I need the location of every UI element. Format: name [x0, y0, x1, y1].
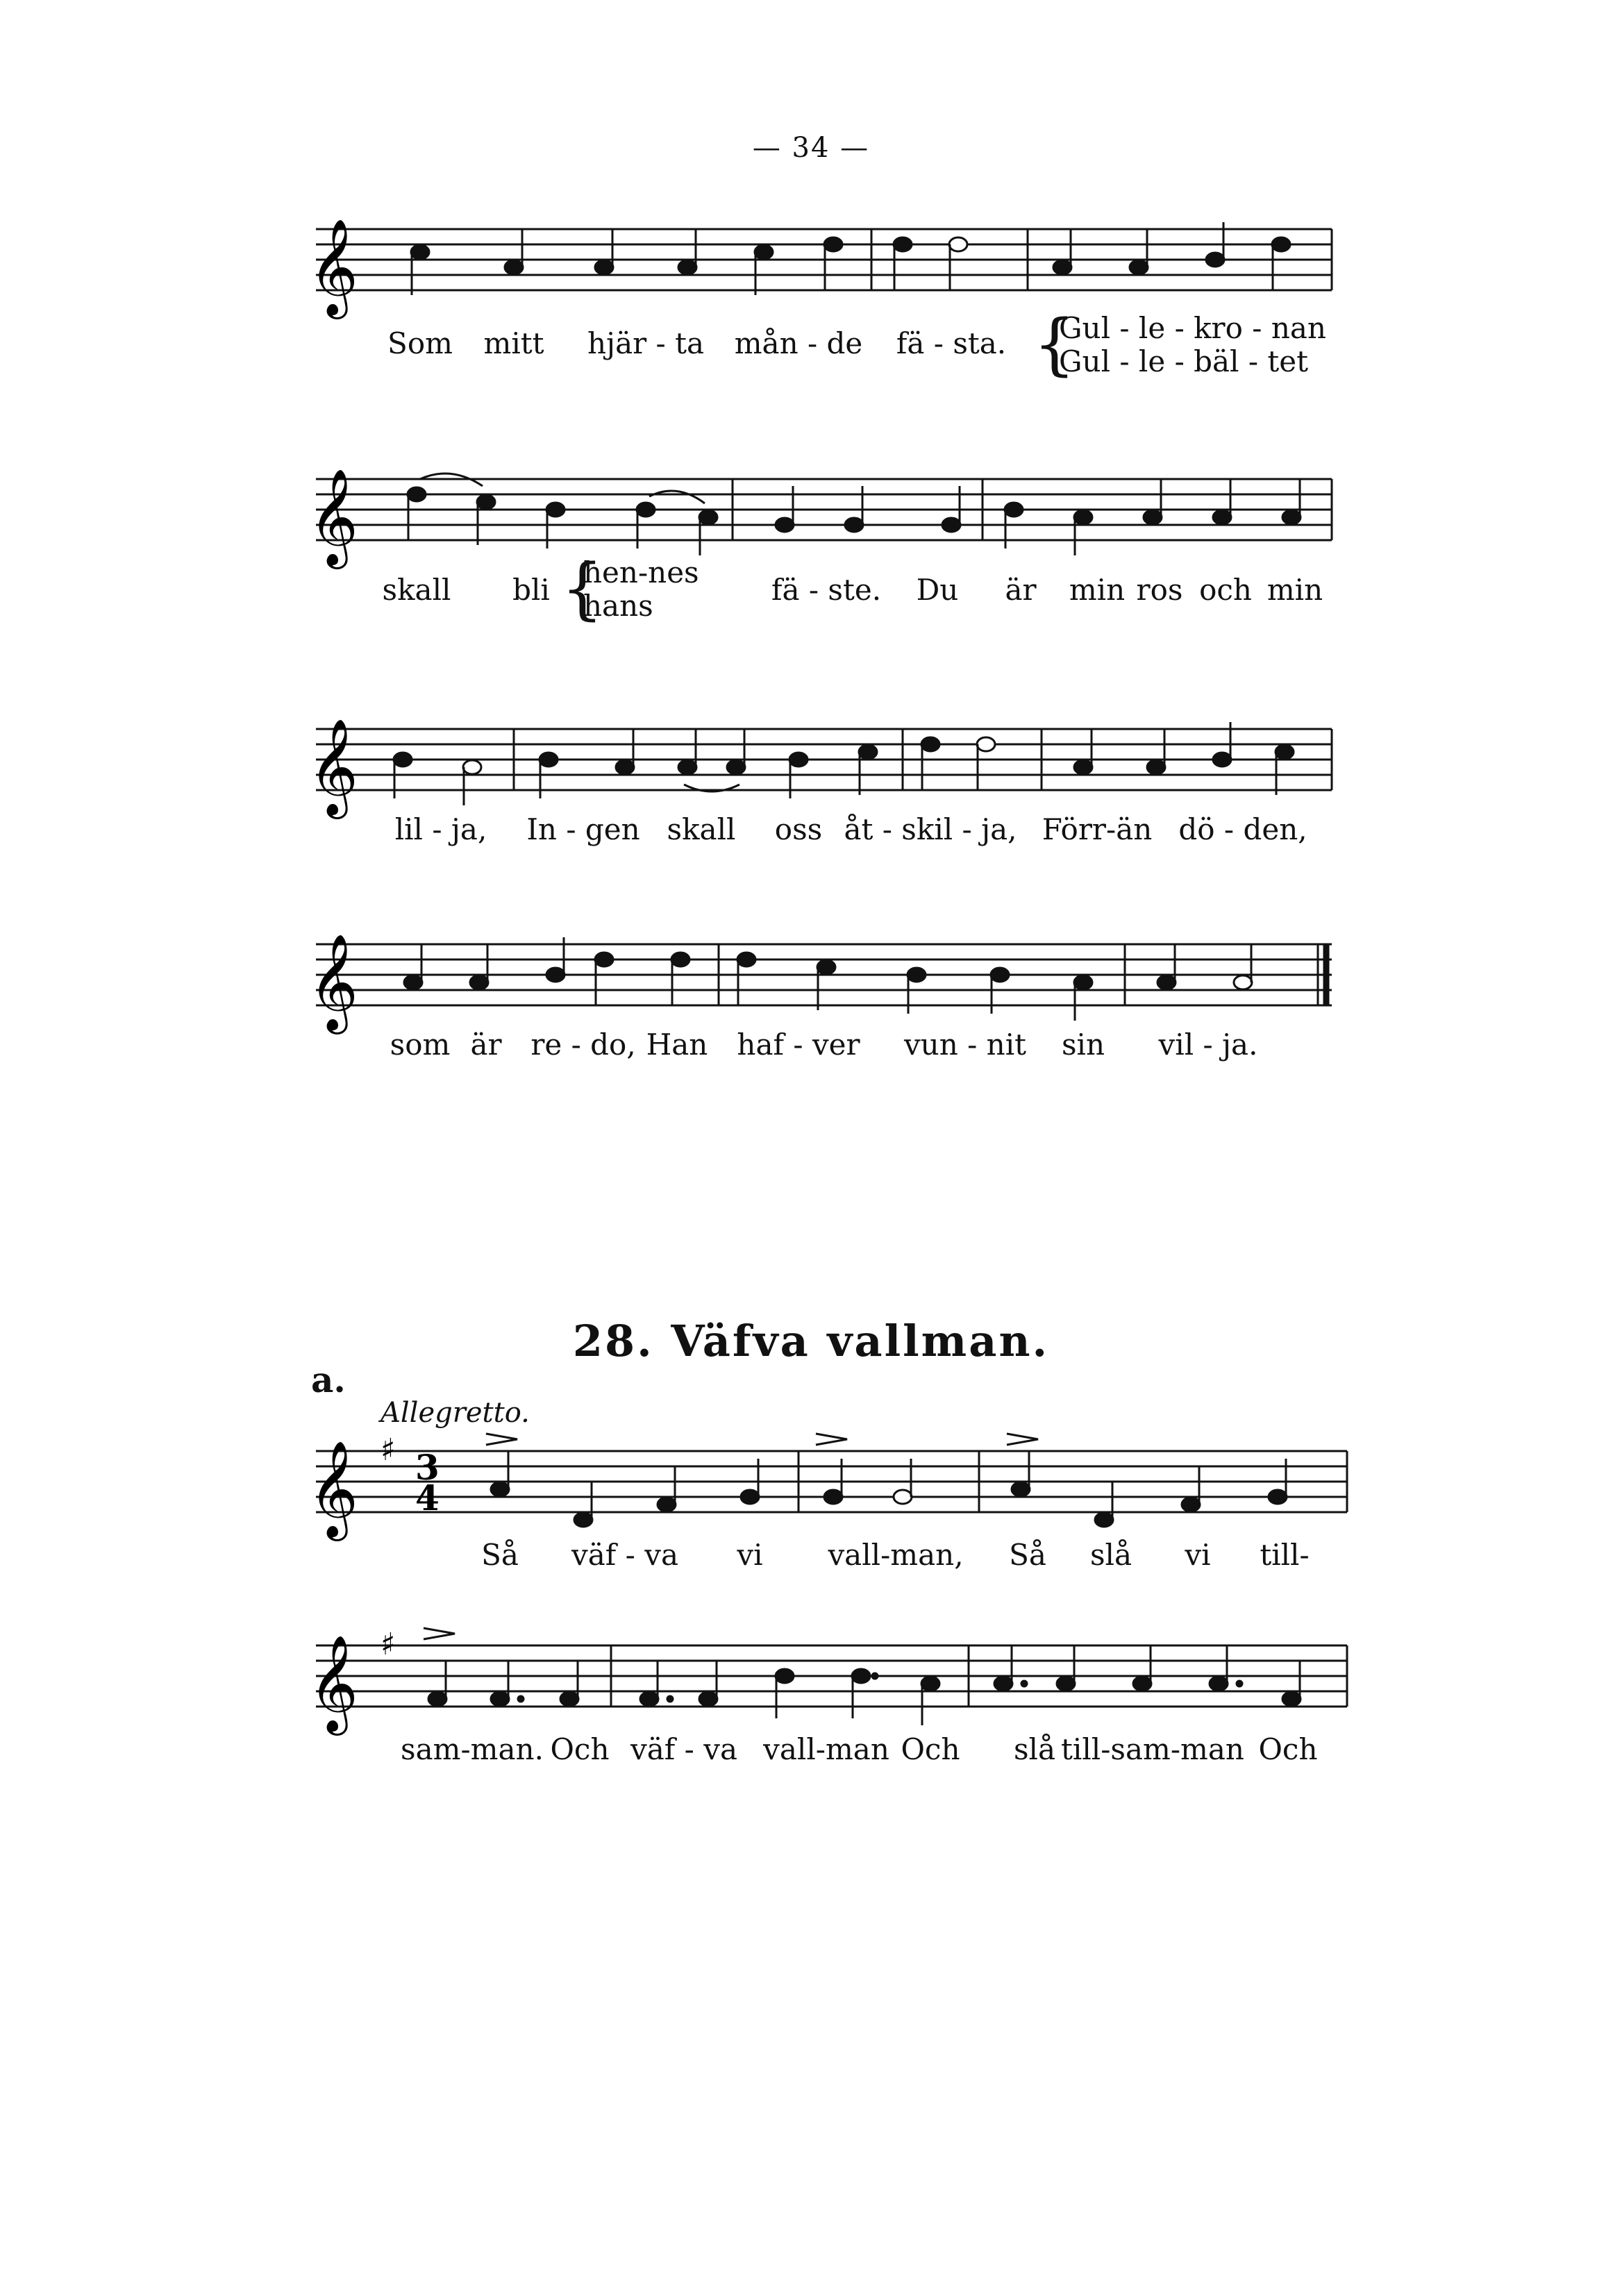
lyric-syllable: Du: [916, 573, 959, 607]
time-signature-bottom: 4: [415, 1477, 440, 1518]
staff-2: [0, 458, 1622, 583]
music-system-3: [0, 708, 1622, 861]
lyric-syllable: In - gen: [526, 812, 640, 846]
lyric-syllable: Så: [1009, 1538, 1046, 1572]
lyric-syllable: fä - ste.: [771, 573, 882, 607]
time-signature-top: 3: [415, 1447, 440, 1488]
lyric-syllable: väf - va: [571, 1538, 678, 1572]
lyric-syllable: skall: [382, 573, 451, 607]
music-system-2: [0, 458, 1622, 639]
lyric-alt-line-1: Gul - le - kro - nan: [1059, 311, 1326, 345]
brace-icon: {: [561, 550, 604, 628]
lyric-syllable: Förr-än: [1042, 812, 1153, 846]
sharp-icon: ♯: [381, 1432, 396, 1468]
lyric-syllable: slå: [1013, 1732, 1056, 1766]
lyric-syllable: Så: [481, 1538, 519, 1572]
staff-6: [0, 1614, 1622, 1739]
lyric-syllable: skall: [667, 812, 736, 846]
lyric-syllable: slå: [1089, 1538, 1132, 1572]
sharp-icon: ♯: [381, 1627, 396, 1662]
lyric-syllable: haf - ver: [737, 1028, 860, 1062]
treble-clef-icon: 𝄞: [309, 719, 358, 815]
treble-clef-icon: 𝄞: [309, 934, 358, 1030]
treble-clef-icon: 𝄞: [309, 219, 358, 315]
lyric-syllable: är: [470, 1028, 502, 1062]
accent-icon: [816, 1434, 847, 1445]
lyric-syllable: mitt: [483, 326, 544, 360]
lyric-syllable: bli: [512, 573, 550, 607]
lyric-syllable: är: [1005, 573, 1037, 607]
lyric-syllable: lil - ja,: [394, 812, 487, 846]
lyric-alt-line-2: Gul - le - bäl - tet: [1059, 344, 1308, 378]
lyric-alt-line-1: hen-nes: [583, 555, 699, 589]
lyric-syllable: oss: [774, 812, 823, 846]
lyric-syllable: re - do,: [530, 1028, 636, 1062]
lyric-syllable: Och: [901, 1732, 960, 1766]
staff-5: [0, 1420, 1622, 1545]
lyric-syllable: min: [1266, 573, 1323, 607]
lyric-syllable: till-: [1260, 1538, 1310, 1572]
tempo-marking: Allegretto.: [381, 1397, 530, 1429]
lyric-syllable: till-sam-man: [1061, 1732, 1244, 1766]
lyric-syllable: vi: [737, 1538, 763, 1572]
lyric-syllable: och: [1199, 573, 1252, 607]
treble-clef-icon: 𝄞: [309, 469, 358, 565]
music-system-5: [0, 1420, 1622, 1586]
variant-label: a.: [311, 1359, 346, 1400]
accent-icon: [1007, 1434, 1038, 1445]
lyric-syllable: vun - nit: [903, 1028, 1027, 1062]
lyric-syllable: väf - va: [630, 1732, 737, 1766]
lyric-syllable: åt - skil - ja,: [844, 812, 1017, 846]
lyric-syllable: dö - den,: [1178, 812, 1307, 846]
lyric-syllable: vall-man,: [828, 1538, 964, 1572]
lyric-syllable: Och: [550, 1732, 610, 1766]
lyric-syllable: mån - de: [734, 326, 863, 360]
music-system-1: [0, 208, 1622, 389]
lyric-syllable: min: [1069, 573, 1126, 607]
lyric-syllable: vall-man: [763, 1732, 889, 1766]
lyric-syllable: Och: [1258, 1732, 1318, 1766]
lyric-syllable: Som: [387, 326, 453, 360]
lyric-syllable: sin: [1061, 1028, 1105, 1062]
accent-icon: [424, 1628, 455, 1639]
page-number: — 34 —: [752, 132, 870, 164]
lyric-syllable: Han: [646, 1028, 708, 1062]
lyric-syllable: ros: [1136, 573, 1183, 607]
accent-icon: [486, 1434, 517, 1445]
music-system-6: [0, 1614, 1622, 1781]
song-title: 28. Väfva vallman.: [572, 1316, 1050, 1366]
lyric-syllable: vi: [1185, 1538, 1211, 1572]
lyric-syllable: som: [390, 1028, 451, 1062]
music-system-4: [0, 923, 1622, 1076]
staff-1: [0, 208, 1622, 333]
lyric-syllable: fä - sta.: [896, 326, 1007, 360]
treble-clef-icon: 𝄞: [309, 1635, 358, 1732]
lyric-syllable: vil - ja.: [1158, 1028, 1258, 1062]
brace-icon: {: [1033, 305, 1076, 383]
treble-clef-icon: 𝄞: [309, 1441, 358, 1537]
lyric-syllable: hjär - ta: [587, 326, 704, 360]
lyric-syllable: sam-man.: [401, 1732, 544, 1766]
lyric-alt-line-2: hans: [583, 589, 653, 623]
